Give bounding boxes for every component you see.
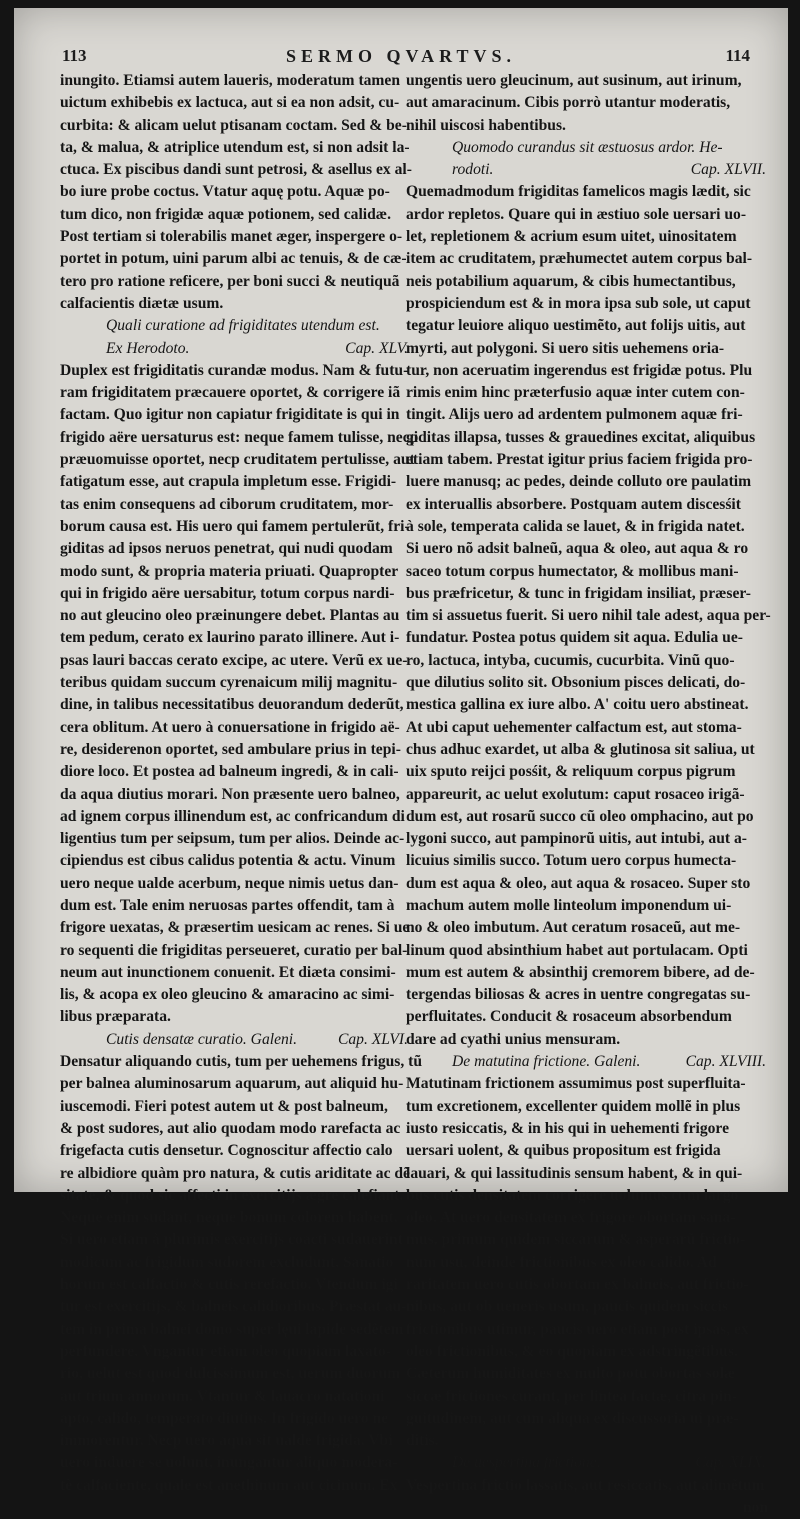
text-line: à sole, temperata calida se lauet, & in frigida natet. xyxy=(406,517,745,535)
text-line: tero pro ratione reficere, per boni succi & neutiquã xyxy=(60,272,400,290)
chapter-heading xyxy=(60,338,410,360)
text-line: lauari, & qui lassitudinis sensum habent, & in qui- xyxy=(406,1164,743,1182)
text-line: num usu, deinde frictionibus ex oleo calido. Ad xyxy=(406,1253,717,1271)
text-line: neum aut inunctionem conuenit. Et diæta consimi- xyxy=(60,963,396,981)
text-line: ex interuallis absorbere. Postquam autem discesśit xyxy=(406,495,741,513)
text-line: ligentius tum per seipsum, tum per alios. Deinde ac- xyxy=(60,830,405,848)
text-line: dum est. Tale enim neruosas partes offendit, tam à xyxy=(60,896,395,914)
chapter-number: Cap. XLIX. xyxy=(695,1454,766,1472)
text-line: tum dico, non frigidæ aquæ potionem, sed calidæ. xyxy=(60,205,391,223)
text-line: Matutinam frictionem assumimus post superfluita- xyxy=(406,1075,746,1093)
text-line: tingit. Alijs uero ad ardentem pulmonem aquæ fri- xyxy=(406,406,743,424)
text-line: diore loco. Et postea ad balneum ingredi, & in cali- xyxy=(60,763,399,781)
text-line: perfundere. Vngantur etiam oleo quopiam laxato- xyxy=(60,1342,391,1360)
text-line: Post tertiam si tolerabilis manet æger, inspergere o- xyxy=(60,228,403,246)
text-line: inungito. Etiamsi autem laueris, moderatum tamen xyxy=(60,72,401,89)
text-line: uero neque ualde acerbum, neque nimis uetus dan- xyxy=(60,874,399,892)
text-line: cipiendus est cibus calidus potentia & actu. Vinum xyxy=(60,852,396,870)
text-line: tergendas biliosas & acres in uentre congregatas su- xyxy=(406,986,751,1004)
text-line: Quemadmodum frigiditas famelicos magis lædit, sic xyxy=(406,183,751,201)
text-line: Neque enim sudant, neque bonum colorem habent. xyxy=(60,1209,398,1227)
chapter-heading xyxy=(60,1029,410,1051)
text-line: ro, lactuca, intyba, cucumis, cucurbita. Vinũ quo- xyxy=(406,651,735,669)
text-line: cera oblitum. At uero à conuersatione in frigido aë- xyxy=(60,718,400,736)
page-number-right: 114 xyxy=(725,46,750,65)
text-line: dare ad cyathi unius mensuram. xyxy=(406,1030,621,1048)
text-line: ctuca. Ex piscibus dandi sunt petrosi, & asellus ex al- xyxy=(60,161,412,179)
text-line: tur est exercitijs, & balneis calidioribus. Præstat au- xyxy=(60,1298,407,1316)
text-line: appareurit, ac uelut exolutum: caput rosaceo irigã- xyxy=(406,785,745,803)
text-line: machum autem molle linteolum imponendum ui- xyxy=(406,896,732,914)
text-line: Densatur aliquando cutis, tum per uehemens frigus, tũ xyxy=(60,1053,423,1071)
text-line: giditas illapsa, tusses & grauedines excitat, aliquibus xyxy=(406,428,756,446)
text-line: tè calfaciente, quale est anethinum aut cicinum. Ex xyxy=(60,1476,398,1494)
text-line: uix sputo reijci posśit, & reliquum corpus pigrum xyxy=(406,763,736,781)
text-line: que dilutius solito sit. Obsonium pisces delicati, do- xyxy=(406,674,746,692)
running-head xyxy=(14,36,788,66)
text-line: dum est aqua & oleo, aut aqua & rosaceo. Super sto xyxy=(406,874,751,892)
text-line: etiam tabem. Prestat igitur prius faciem frigida pro- xyxy=(406,451,753,469)
text-line: mus, primum quidem siccarum & asperarũ frictio- xyxy=(406,1231,746,1249)
text-line: myrti, aut polygoni. Si uero sitis uehemens oria- xyxy=(406,339,725,357)
text-line: saceo totum corpus humectator, & mollibus mani- xyxy=(406,562,739,580)
section-heading-line: Quali curatione ad frigiditates utendum est. xyxy=(106,317,380,335)
text-line: re albidiore quàm pro natura, & cutis ariditate ac dẽ xyxy=(60,1164,410,1182)
text-line: fundatur. Postea potus quidem sit aqua. Edulia ue- xyxy=(406,629,743,647)
right-text-column xyxy=(406,70,771,1519)
text-line: modicum ac frigidum sudorem excludunt. Sanatio xyxy=(60,1253,394,1271)
text-line: rio, uelut est quod dulcissimum est, uerum duorum xyxy=(60,1365,401,1383)
text-line: fatigatum esse, aut crapula impletum esse. Frigidi- xyxy=(60,473,397,491)
text-line: tem pedum, cerato ex laurino parato illinere. Aut i- xyxy=(60,629,400,647)
chapter-heading-title: De matutina frictione. Galeni. xyxy=(452,1053,641,1071)
text-line: Si uero nõ adsit balneũ, aqua & oleo, aut aqua & ro xyxy=(406,540,749,558)
text-line: mestica gallina ex iure albo. A' coitu uero abstineat. xyxy=(406,696,749,714)
text-line: uictum exhibebis ex lactuca, aut si ea non adsit, cu- xyxy=(60,94,400,112)
text-line: linum quod absinthium habet aut portulacam. Opti xyxy=(406,941,748,959)
text-line: ditis. xyxy=(406,1432,439,1450)
text-line: Si uero etiam à plurimis exercitijs coacti sudauerint xyxy=(60,1231,403,1249)
text-line: aut amaracinum. Cibis porrò utantur moderatis, xyxy=(406,94,731,112)
text-line: nihil uiscosi habentibus. xyxy=(406,116,566,134)
text-line: ro sequenti die frigiditas perseueret, curatio per bal- xyxy=(60,941,408,959)
text-line: ram frigiditatem præcauere oportet, & corrigere iã xyxy=(60,384,401,402)
text-line: let, repletionem & acrium esum uitet, uinositatem xyxy=(406,228,737,246)
chapter-number: Cap. XLVI. xyxy=(337,1030,408,1048)
text-line: no & oleo imbutum. Aut ceratum rosaceũ, aut me- xyxy=(406,919,741,937)
text-line: apto, calido, temperato diutius. In frigido uero ne xyxy=(60,1409,389,1427)
text-line: oleo frictionibus, & eo quopiam ex adstringẽtibus. xyxy=(406,1342,738,1360)
text-line: da aqua diutius morari. Non præsente uero balneo, xyxy=(60,785,400,803)
text-line: tim si assuetus fuerit. Si uero nihil tale adest, aqua per- xyxy=(406,607,771,625)
text-line: tem in prima balnei domo super lęui lapide sedẽtem xyxy=(60,1320,404,1338)
text-line: dine, in talibus necessitatibus deuorandum dederũt, xyxy=(60,696,404,714)
text-line: aut trium annorum. Vtantur & lauacro natationi xyxy=(60,1387,385,1405)
text-line: frigefacta cutis densetur. Cognoscitur affectio calo xyxy=(60,1142,393,1160)
page-number-left: 113 xyxy=(62,46,87,65)
text-line: lygoni succo, aut pampinorũ uitis, aut intubi, aut a- xyxy=(406,830,747,848)
book-page xyxy=(14,8,788,1516)
text-line: raritatem uero cutis obortam ex balneis, aut frictio- xyxy=(406,1276,749,1294)
text-line: tum excretionem, excellenter quidem mollẽ in plus xyxy=(406,1097,741,1115)
text-line: bo iure probe coctus. Vtatur aquę potu. Aquæ po- xyxy=(60,183,390,201)
text-line: teribus quidam succum cyrenaicum milij magnitu- xyxy=(60,674,398,692)
text-line: libus præparata. xyxy=(60,1008,171,1026)
text-line: luere manusq; ac pedes, deinde colluto ore paulatim xyxy=(406,473,752,491)
text-line: tegatur leuiore aliquo uestimẽto, aut folijs uitis, aut xyxy=(406,317,746,335)
text-line: mum est autem & absinthij cremorem bibere, ad de- xyxy=(406,963,755,981)
text-line: ungentis uero gleucinum, aut susinum, aut irinum, xyxy=(406,72,742,89)
text-line: portet in potum, uini parum albi ac tenuis, & de cæ- xyxy=(60,250,407,268)
text-line: ad ignem corpus illinendum est, ac confricandum di xyxy=(60,807,405,825)
text-line: neis potabilium aquarum, & cibis humectantibus, xyxy=(406,272,736,290)
text-line: giditas ad ipsos neruos penetrat, qui nudi quodam xyxy=(60,540,393,558)
chapter-heading-title: Ex Herodoto. xyxy=(106,339,190,357)
text-line: psas lauri baccas cerato excipe, ac utere. Verũ ex ue- xyxy=(60,651,408,669)
text-line: ardor repletos. Quare qui in æstiuo sole uersari uo- xyxy=(406,205,747,223)
text-line: lis, & acopa ex oleo gleucino & amaracino ac simi- xyxy=(60,986,395,1004)
text-line: curbita: & alicam uelut ptisanam coctam. Sed & be- xyxy=(60,116,407,134)
text-line: bus cutis densitatem corrigere uolumus cum largo xyxy=(406,1186,739,1204)
text-line: borum causa est. His uero qui famem pertulerũt, fri- xyxy=(60,517,410,535)
text-line: uersari uolent, & quibus propositum est frigida xyxy=(406,1142,721,1160)
text-line: item ac cruditatem, præhumectet autem corpus bal- xyxy=(406,250,753,268)
text-line: calfacientis diætæ usum. xyxy=(60,294,224,312)
text-line: nibus, aut ob ueneris usum, paucis quidem siccis xyxy=(406,1298,728,1316)
text-line: sitate, & quod sic affecti in exercitijs ægre calefiant. xyxy=(60,1186,404,1204)
text-line: uero induere se uolunt, inungantur aliquo modera- xyxy=(60,1454,398,1472)
text-line: qui in frigido aëre uersabitur, totum corpus nardi- xyxy=(60,584,395,602)
text-line: modo sunt, & propria materia priuati. Quapropter xyxy=(60,562,399,580)
text-line: & post sudores, aut alio quodam modo rarefacta ac xyxy=(60,1119,401,1137)
chapter-number: Cap. XLVII. xyxy=(690,161,766,179)
text-line: Duplex est frigiditatis curandæ modus. Nam & futu- xyxy=(60,361,409,379)
text-line: bus præfricetur, & tunc in frigidam insiliat, præser- xyxy=(406,584,751,602)
text-line: præuomuisse oportet, necp cruditatem pertulisse, aut xyxy=(60,451,415,469)
text-line: frigore uexatas, & præsertim uesicam ac renes. Si ue xyxy=(60,919,410,937)
chapter-number: Cap. XLVIII. xyxy=(685,1053,766,1071)
text-line: frictionibus utimur, paucis uero etiam post ipsas, ex xyxy=(406,1320,749,1338)
text-line: At ubi caput uehementer calfactum est, aut stoma- xyxy=(406,718,742,736)
running-title: SERMO QVARTVS. xyxy=(285,46,517,66)
text-line: Cæterum humiditates ex multo potu obortas solæ xyxy=(406,1365,736,1383)
text-line: non xyxy=(742,1499,768,1516)
text-line: horum est calfactio & cutis rerefactio. Vtendum igi xyxy=(60,1276,398,1294)
text-line: Vespertina frictio lassatis, aut resiccatis, aut alimẽtum xyxy=(406,1476,765,1494)
text-line: no aut gleucino oleo præinungere debet. Plantas au xyxy=(60,607,400,625)
text-line: ta, & malua, & atriplice utendum est, si non adsit la- xyxy=(60,138,410,156)
text-line: prospiciendum est & in mora ipsa sub sole, ut caput xyxy=(406,294,751,312)
text-line: perfluitates. Conducit & rosaceum absorbendum xyxy=(406,1008,732,1026)
text-line: re, desiderenon oportet, sed ambulare prius in tepi- xyxy=(60,740,401,758)
section-heading-line: Quomodo curandus sit æstuosus ardor. He- xyxy=(452,138,723,156)
text-line: licuius similis succo. Totum uero corpus humecta- xyxy=(406,852,737,870)
text-line: frigido aëre uersaturus est: neque famem tulisse, necp xyxy=(60,428,419,446)
text-line: immorentur. Necp uero aqua sit ualde frigida. Vbi xyxy=(60,1432,393,1450)
chapter-heading-title: Cutis densatæ curatio. Galeni. xyxy=(106,1030,298,1048)
chapter-number: Cap. XLV. xyxy=(345,339,408,357)
text-line: oleo. At uero densitatem ex frigore obortam sana- xyxy=(406,1209,736,1227)
chapter-heading xyxy=(406,159,768,181)
text-line: iuscemodi. Fieri potest autem ut & post balneum, xyxy=(60,1097,388,1115)
text-line: guitudinem, aut cum aliqua ex discussoria ui præ- xyxy=(406,1409,739,1427)
text-line: per balnea aluminosarum aquarum, aut aliquid hu- xyxy=(60,1075,404,1093)
chapter-heading xyxy=(406,1051,768,1073)
text-line: tur, non aceruatim ingerendus est frigidæ potus. Plu xyxy=(406,361,753,379)
chapter-heading xyxy=(406,1452,768,1474)
text-line: chus adhuc exardet, ut alba & glutinosa sit saliua, ut xyxy=(406,740,755,758)
chapter-heading-title: De uespertina frictione. xyxy=(452,1454,601,1472)
text-line: dum est, aut rosarũ succo cũ oleo omphacino, aut po xyxy=(406,807,754,825)
text-line: iusto resiccatis, & in his qui in uehementi frigore xyxy=(406,1119,729,1137)
text-line: siccæ frictiones curant, per lintea factæ, citra pin- xyxy=(406,1387,738,1405)
text-line: factam. Quo igitur non capiatur frigiditate is qui in xyxy=(60,406,400,424)
text-line: tas enim consequens ad ciborum cruditatem, mor- xyxy=(60,495,394,513)
text-line: rimis enim hinc præterfusio aquæ inter cutem con- xyxy=(406,384,745,402)
chapter-heading-title: rodoti. xyxy=(452,161,494,179)
